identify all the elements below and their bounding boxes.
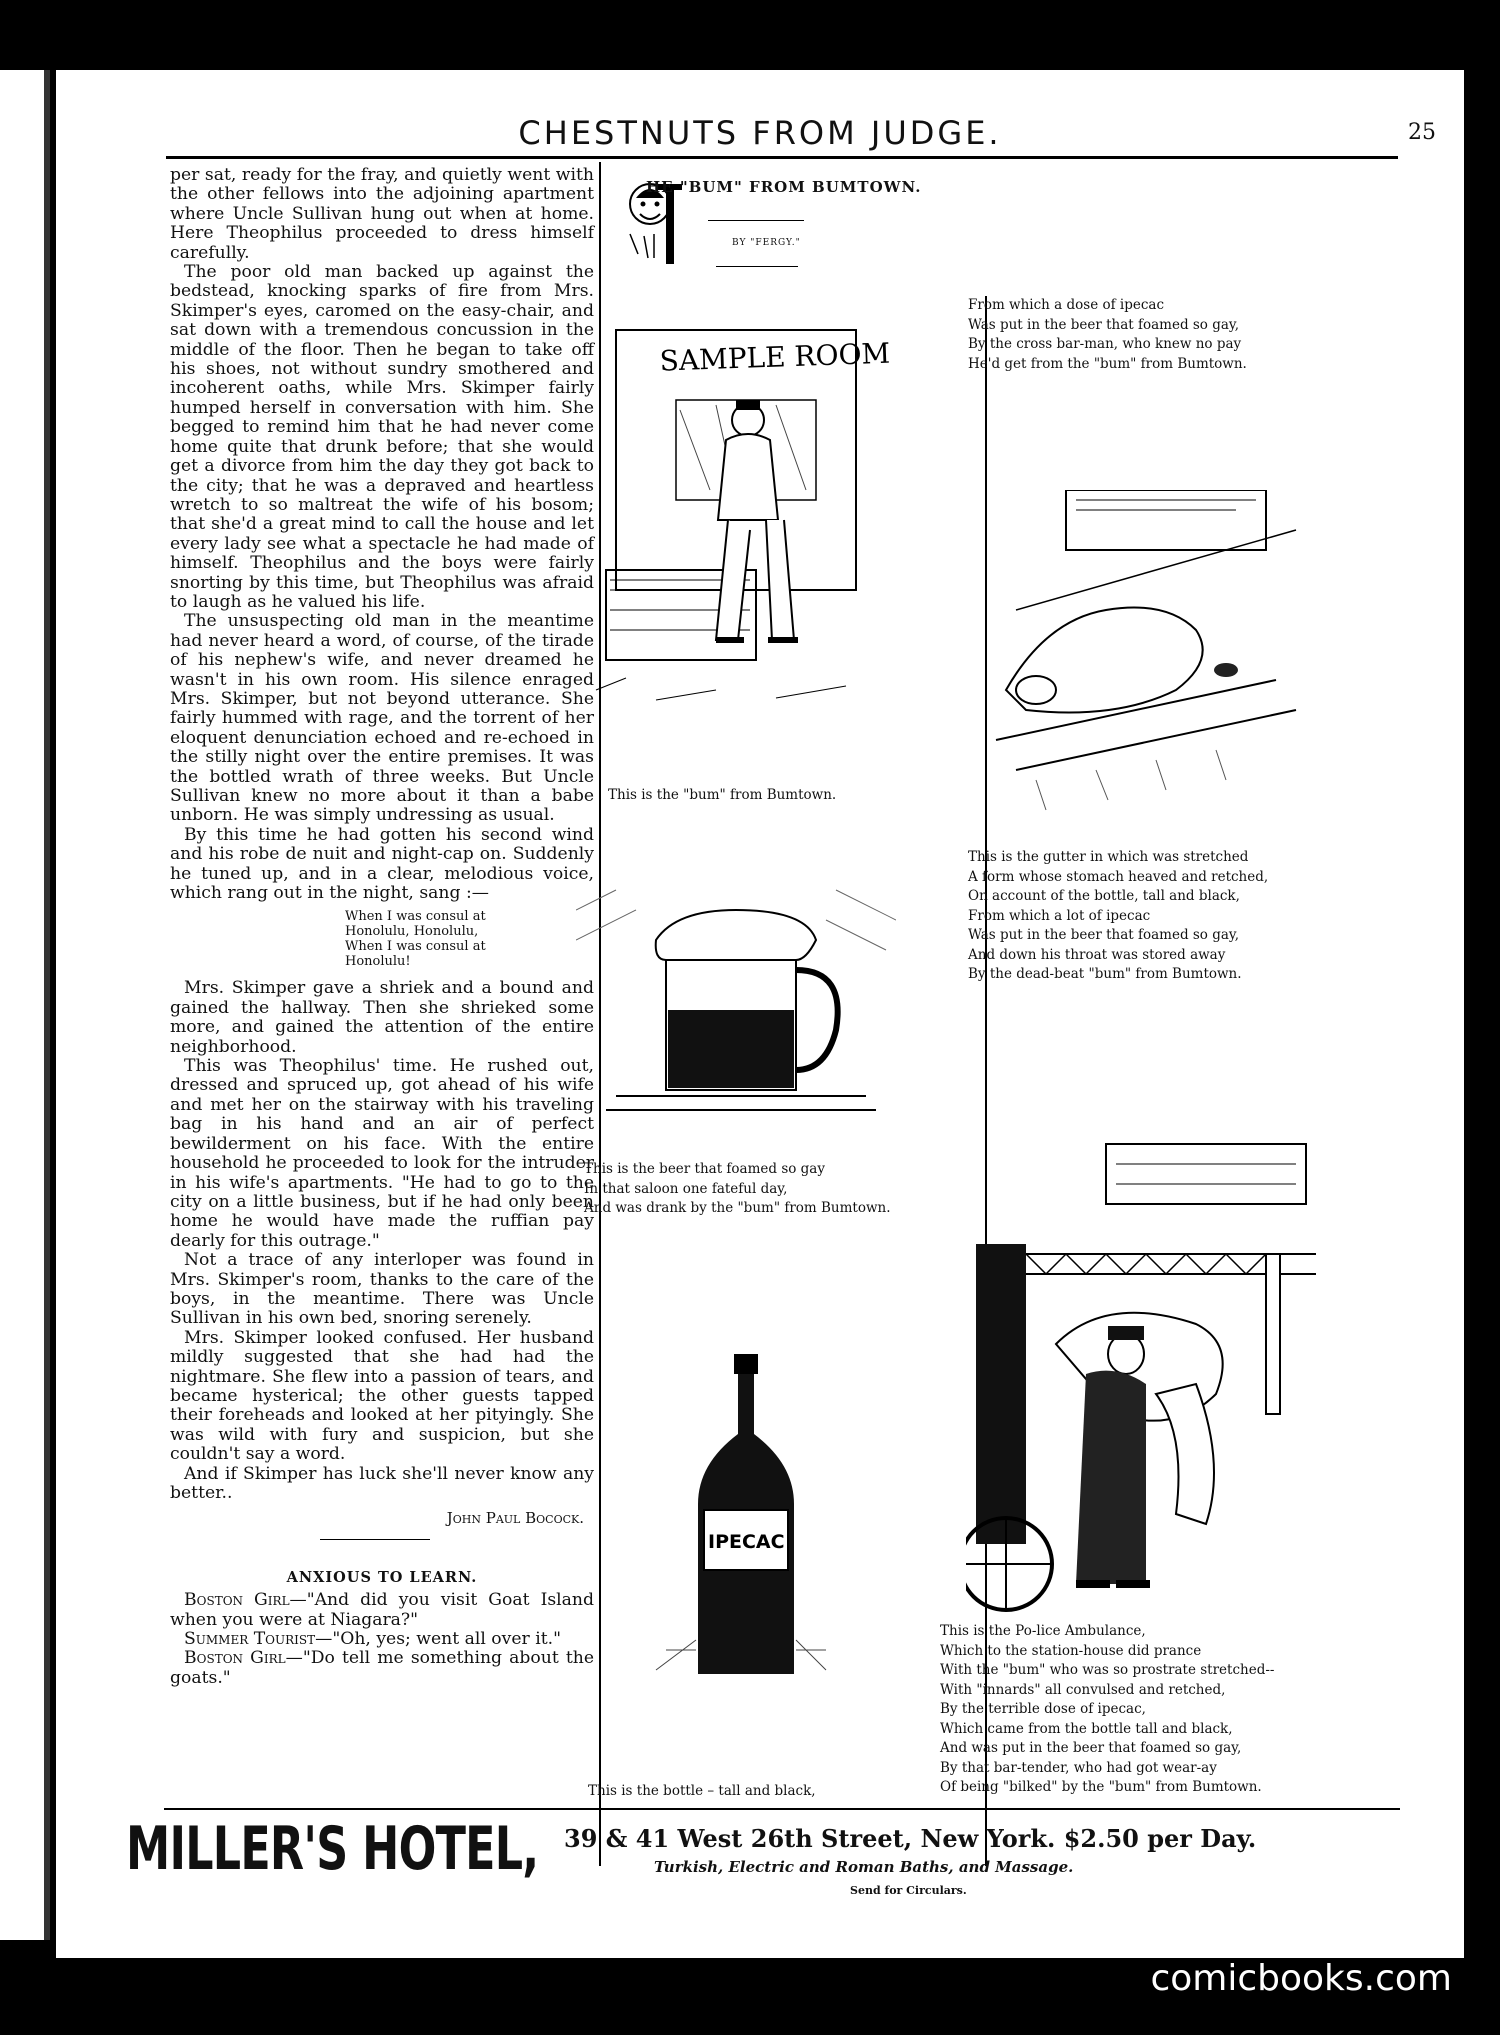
dialogue: —"Do tell me something about the goats." (170, 1648, 595, 1688)
anecdote-heading: ANXIOUS TO LEARN. (286, 1568, 478, 1586)
story-paragraph: The poor old man backed up against the bedstead, knocking sparks of fire from Mrs. Skimper's eyes, caromed on the easy-chair, and sat down with a tremendous concussion in the middle of the floor. Then he began to take off his shoes, not without sundry smothered and incoherent oaths, while Mrs. Skimper fairly humped herself in conversation with him. She begged to remind him that he had never come home quite that drunk before; that she would get a divorce from him the day they got back to the city; that he was a depraved and heartless wretch to so maltreat the wife of his bosom; that she'd a great mind to call the house and let every lady see what a spectacle he had made of himself. Theophilus and the boys were fairly snorting by this time, but Theophilus was afraid to laugh as he valued his life. (170, 262, 594, 612)
story-paragraph: This was Theophilus' time. He rushed out, dressed and spruced up, got ahead of his wife and met her on the stairway with his traveling bag in his hand and an air of perfect bewilderment on his face. With the entire household he proceeded to look for the intruder in his wife's apartments. "He had to go to the city on a little business, but if he had only been home he would have made the ruffian pay dearly for this outrage." (170, 1056, 594, 1251)
speaker: Boston Girl (184, 1648, 286, 1669)
caption-line: Was put in the beer that foamed so gay, (968, 927, 1240, 943)
bum-at-window-illustration (576, 310, 906, 710)
ipecac-bottle-illustration (646, 1350, 846, 1690)
hotel-services: Turkish, Electric and Roman Baths, and Massage. (654, 1858, 1074, 1876)
story-paragraph: Mrs. Skimper looked confused. Her husband mildly suggested that she had had the nightmare. She flew into a passion of tears, and became hysterical; the other guests tapped their foreheads and looked at her pityingly. She was wild with fury and suspicion, but she couldn't say a word. (170, 1327, 594, 1465)
ad-top-rule (164, 1808, 1400, 1810)
caption-line: This is the bottle – tall and black, (588, 1783, 816, 1799)
anecdote-line (170, 1649, 594, 1688)
byline-rule (716, 266, 798, 267)
caption-line: In that saloon one fateful day, (584, 1180, 788, 1197)
caption-line: From which a dose of ipecac (968, 297, 1165, 313)
ipecac-caption (968, 296, 1247, 374)
caption-line: By the cross bar-man, who knew no pay (968, 336, 1242, 352)
caption-line: Which came from the bottle tall and black, (940, 1720, 1233, 1737)
story-paragraph: Mrs. Skimper gave a shriek and a bound and gained the hallway. Then she shrieked some more, and gained the attention of the entire neighborhood. (170, 978, 594, 1057)
story-paragraph: Not a trace of any interloper was found in Mrs. Skimper's room, thanks to the care of the boys, in the meantime. There was Uncle Sullivan in his own bed, snoring serenely. (170, 1250, 594, 1329)
caption-line: This is the beer that foamed so gay (584, 1161, 825, 1177)
story-paragraph: The unsuspecting old man in the meantime had never heard a word, of course, of the tirade of his nephew's wife, and never dreamed he wasn't in his own room. His silence enraged Mrs. Skimper, but not beyond utterance. She fairly hummed with rage, and the torrent of her eloquent denunciation echoed and re-echoed in the stilly night over the entire premises. It was the bottled wrath of three weeks. But Uncle Sullivan knew no more about it than a babe unborn. He was simply undressing as usual. (170, 611, 594, 826)
running-title: CHESTNUTS FROM JUDGE. (518, 114, 1002, 152)
hotel-name: MILLER'S HOTEL, (126, 1814, 539, 1884)
caption-line: This is the Po-lice Ambulance, (940, 1623, 1146, 1639)
bottle-caption (588, 1782, 816, 1802)
story-paragraph: And if Skimper has luck she'll never know any better.. (170, 1463, 594, 1503)
song-verse (345, 909, 594, 969)
story-column (170, 166, 594, 1688)
verse-line: When I was consul at (345, 909, 486, 925)
author-signature: John Paul Bocock. (446, 1509, 584, 1528)
section-rule (320, 1539, 430, 1540)
caption-line: And was put in the beer that foamed so gay, (940, 1740, 1242, 1756)
anecdote-line (170, 1591, 594, 1630)
caption-line: Which to the station-house did prance (940, 1642, 1202, 1659)
caption-line: This is the gutter in which was stretched (968, 849, 1249, 865)
beer-mug-illustration (576, 860, 896, 1120)
dialogue: —"And did you visit Goat Island when you were at Niagara?" (170, 1590, 594, 1630)
caption-line: With the "bum" who was so prostrate stretched-- (940, 1662, 1275, 1678)
hotel-address: 39 & 41 West 26th Street, New York. $2.50 per Day. (564, 1824, 1257, 1853)
poem-byline: BY "FERGY." (732, 238, 801, 248)
bottle-label: IPECAC (708, 1531, 785, 1553)
speaker: Boston Girl (184, 1590, 290, 1611)
magazine-page (56, 70, 1464, 1958)
caption-line: By the dead-beat "bum" from Bumtown. (968, 966, 1242, 982)
page-number: 25 (1408, 120, 1436, 145)
caption-line: This is the "bum" from Bumtown. (608, 787, 837, 803)
caption-line: And down his throat was stored away (968, 946, 1226, 963)
dialogue: —"Oh, yes; went all over it." (315, 1629, 561, 1650)
caption-line: Was put in the beer that foamed so gay, (968, 316, 1240, 333)
hotel-circulars: Send for Circulars. (850, 1884, 967, 1897)
page-header (56, 114, 1464, 154)
caption-line: By the terrible dose of ipecac, (940, 1701, 1146, 1717)
caption-line: By that bar-tender, who had got wear-ay (940, 1759, 1217, 1776)
hotel-advertisement (56, 1814, 1464, 1924)
anecdote-line (170, 1630, 594, 1649)
caption-line: And was drank by the "bum" from Bumtown. (584, 1200, 891, 1216)
caption-line: Of being "bilked" by the "bum" from Bumtown. (940, 1779, 1262, 1795)
site-watermark: comicbooks.com (1150, 1958, 1452, 1999)
verse-line: When I was consul at (345, 939, 486, 955)
beer-caption (584, 1160, 891, 1219)
caption-line: With "innards" all convulsed and retched, (940, 1681, 1226, 1698)
verse-line: Honolulu, Honolulu, (345, 924, 479, 940)
caption-line: On account of the bottle, tall and black, (968, 888, 1240, 904)
poem-title: HE "BUM" FROM BUMTOWN. (646, 178, 922, 196)
sample-room-sign: SAMPLE ROOM (659, 336, 891, 378)
header-rule (166, 156, 1398, 159)
caption-line: He'd get from the "bum" from Bumtown. (968, 355, 1247, 372)
gutter-caption (968, 848, 1268, 985)
story-paragraph: By this time he had gotten his second wind and his robe de nuit and night-cap on. Suddenly he tuned up, and in a clear, melodious voice, which rang out in the night, sang :— (170, 824, 594, 904)
gutter-illustration (976, 490, 1306, 820)
verse-line: Honolulu! (345, 954, 411, 970)
caption-line: A form whose stomach heaved and retched, (968, 868, 1269, 885)
caption-line: From which a lot of ipecac (968, 907, 1151, 924)
title-rule (708, 220, 804, 221)
book-gutter (44, 70, 50, 1940)
story-paragraph: per sat, ready for the fray, and quietly went with the other fellows into the adjoining apartment where Uncle Sullivan hung out when at home. Here Theophilus proceeded to dress himself carefully. (170, 165, 594, 263)
bum-caption (608, 786, 836, 806)
police-ambulance-illustration (966, 1134, 1336, 1644)
ambulance-caption (940, 1622, 1274, 1798)
speaker: Summer Tourist (184, 1629, 316, 1650)
